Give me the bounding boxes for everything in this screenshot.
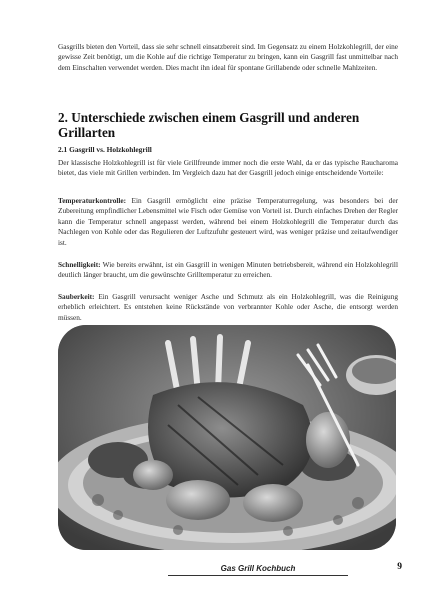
intro-paragraph: Gasgrills bieten den Vorteil, dass sie sehr schnell einsatzbereit sind. Im Gegensatz zu einem Holzkohlegrill, der eine gewisse Zeit benötigt, um die Kohle auf die richtige Temperatur zu bringen, kann ein Gasgrill fast unmittelbar nach dem Einschalten verwendet werden. Dies macht ihn ideal für spontane Grillabende oder schnelle Mahlzeiten. (58, 42, 398, 72)
food-illustration (58, 325, 396, 550)
subsection-heading: 2.1 Gasgrill vs. Holzkohlegrill (58, 145, 152, 154)
footer-divider (168, 575, 348, 576)
point-text: Ein Gasgrill ermöglicht eine präzise Temperaturregelung, was besonders bei der Zubereitung empfindlicher Lebensmittel wie Fisch oder Gemüse von Vorteil ist. Durch einfaches Drehen der Regler kann die Temperatur schnell angepasst werden, während bei einem Holzkohlegrill die Temperatur durch das Nachlegen von Kohle oder das Regulieren der Luftzufuhr gesteuert wird, was weniger präzise und zeitaufwendiger ist. (58, 196, 398, 247)
comparison-intro-paragraph: Der klassische Holzkohlegrill ist für viele Grillfreunde immer noch die erste Wahl, da er das typische Raucharoma bietet, das viele mit Grillen verbinden. Im Vergleich dazu hat der Gasgrill jedoch einige entscheidende Vorteile: (58, 158, 398, 178)
footer-book-title: Gas Grill Kochbuch (220, 564, 296, 573)
point-term: Schnelligkeit: (58, 260, 101, 269)
point-temperature-control (58, 196, 398, 248)
point-text: Ein Gasgrill verursacht weniger Asche und Schmutz als ein Holzkohlegrill, was die Reinigung erheblich erleichtert. Es entstehen keine Rückstände von verbrannter Kohle oder Asche, die entsorgt werden müssen. (58, 292, 398, 322)
section-heading: 2. Unterschiede zwischen einem Gasgrill und anderen Grillarten (58, 110, 360, 140)
point-text: Wie bereits erwähnt, ist ein Gasgrill in wenigen Minuten betriebsbereit, während ein Holzkohlegrill deutlich länger braucht, um die gewünschte Grilltemperatur zu erreichen. (58, 260, 398, 280)
grilled-food-photo (58, 325, 396, 550)
point-cleanliness (58, 292, 398, 323)
point-speed (58, 260, 398, 281)
point-term: Temperaturkontrolle: (58, 196, 127, 205)
point-term: Sauberkeit: (58, 292, 95, 301)
page-number: 9 (397, 562, 402, 572)
document-page (58, 0, 402, 600)
